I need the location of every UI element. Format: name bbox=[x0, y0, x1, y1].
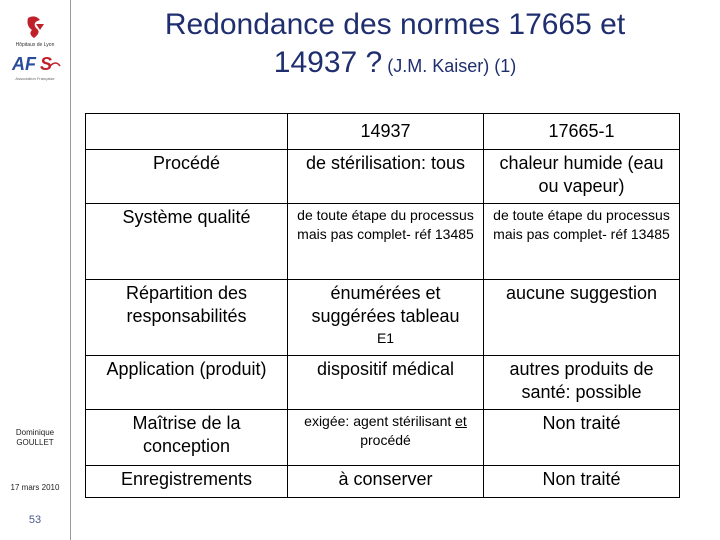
cell-14937 bbox=[288, 280, 484, 356]
presentation-date: 17 mars 2010 bbox=[10, 483, 60, 492]
afs-logo-icon bbox=[10, 52, 62, 76]
cell-17665: Non traité bbox=[484, 410, 680, 466]
row-label: Procédé bbox=[86, 150, 288, 204]
header-cell-17665: 17665-1 bbox=[484, 114, 680, 150]
sidebar bbox=[0, 0, 70, 540]
cell-text-ref: E1 bbox=[376, 330, 395, 346]
cell-text-underlined: et bbox=[455, 413, 467, 429]
author-first: Dominique bbox=[15, 428, 55, 437]
slide-title bbox=[95, 6, 695, 87]
cell-17665: aucune suggestion bbox=[484, 280, 680, 356]
table-row bbox=[86, 466, 680, 498]
cell-17665: Non traité bbox=[484, 466, 680, 498]
logo1-caption: Hôpitaux de Lyon bbox=[15, 42, 55, 48]
table-row bbox=[86, 356, 680, 410]
cell-text: énumérées et suggérées tableau bbox=[311, 283, 460, 326]
header-cell-empty bbox=[86, 114, 288, 150]
comparison-table bbox=[85, 113, 680, 498]
table-row bbox=[86, 410, 680, 466]
table-row bbox=[86, 204, 680, 280]
row-label: Répartition des responsabilités bbox=[86, 280, 288, 356]
sidebar-divider bbox=[70, 0, 71, 540]
cell-14937: de stérilisation: tous bbox=[288, 150, 484, 204]
author-last: GOULLET bbox=[16, 438, 54, 447]
cell-17665: de toute étape du processus mais pas complet- réf 13485 bbox=[484, 204, 680, 280]
row-label: Enregistrements bbox=[86, 466, 288, 498]
page-number: 53 bbox=[28, 514, 42, 526]
cell-text-pre: exigée: agent stérilisant bbox=[304, 413, 456, 429]
row-label: Application (produit) bbox=[86, 356, 288, 410]
logo2-caption: Association Française bbox=[15, 76, 55, 81]
table-header-row bbox=[86, 114, 680, 150]
cell-17665: chaleur humide (eau ou vapeur) bbox=[484, 150, 680, 204]
header-cell-14937: 14937 bbox=[288, 114, 484, 150]
svg-text:AF: AF bbox=[12, 54, 36, 74]
row-label: Maîtrise de la conception bbox=[86, 410, 288, 466]
table-row bbox=[86, 280, 680, 356]
table-row bbox=[86, 150, 680, 204]
title-line-2: 14937 ? bbox=[273, 46, 383, 79]
cell-text-post: procédé bbox=[360, 432, 411, 448]
hospices-logo-icon bbox=[22, 14, 48, 40]
title-attribution: (J.M. Kaiser) (1) bbox=[382, 56, 517, 76]
author-name bbox=[0, 428, 70, 448]
cell-17665: autres produits de santé: possible bbox=[484, 356, 680, 410]
cell-14937: de toute étape du processus mais pas complet- réf 13485 bbox=[288, 204, 484, 280]
cell-14937: à conserver bbox=[288, 466, 484, 498]
row-label: Système qualité bbox=[86, 204, 288, 280]
cell-14937: dispositif médical bbox=[288, 356, 484, 410]
svg-text:S: S bbox=[40, 54, 53, 74]
title-line-1: Redondance des normes 17665 et bbox=[164, 8, 626, 41]
cell-14937 bbox=[288, 410, 484, 466]
